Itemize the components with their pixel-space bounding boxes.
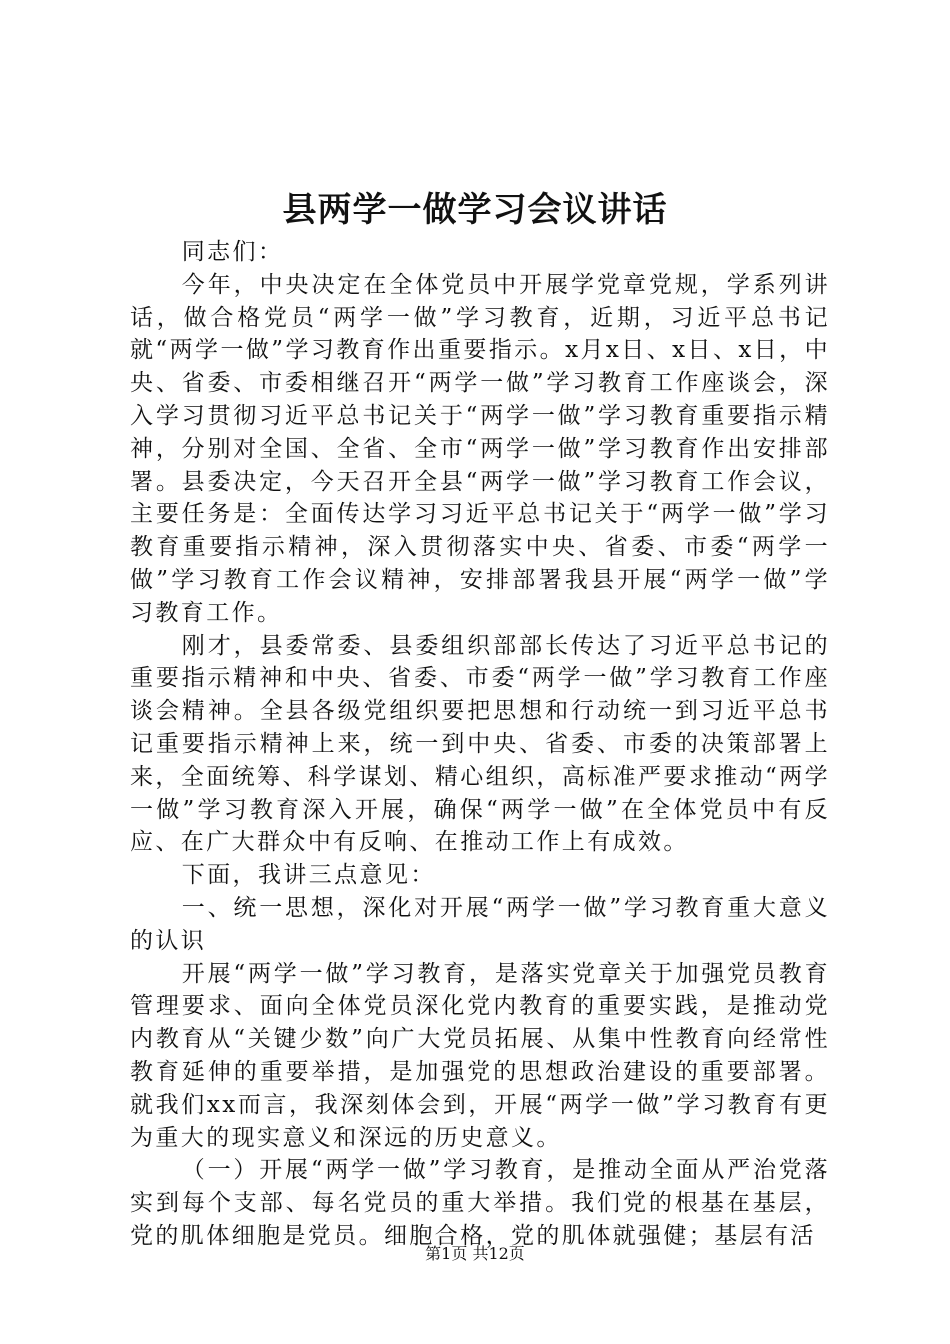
body-paragraph: 下面，我讲三点意见：: [181, 862, 436, 889]
body-paragraph: （一）开展“两学一做”学习教育，是推动全面从严治党落实到每个支部、每名党员的重大举措。我们党的根基在基层，党的肌体细胞是党员。细胞合格，党的肌体就强健；基层有活: [130, 1157, 830, 1249]
page-number-footer: 第1页 共12页: [425, 1244, 525, 1263]
section-heading: 一、统一思想，深化对开展“两学一做”学习教育重大意义的认识: [130, 894, 830, 954]
salutation-paragraph: 同志们：: [181, 239, 284, 265]
body-paragraph: 刚才，县委常委、县委组织部部长传达了习近平总书记的重要指示精神和中央、省委、市委“两学一做”学习教育工作座谈会精神。全县各级党组织要把思想和行动统一到习近平总书记重要指示精神上来，统一到中央、省委、市委的决策部署上来，全面统筹、科学谋划、精心组织，高标准严要求推动“两学一做”学习教育深入开展，确保“两学一做”在全体党员中有反应、在广大群众中有反响、在推动工作上有成效。: [130, 632, 830, 856]
body-paragraph: 开展“两学一做”学习教育，是落实党章关于加强党员教育管理要求、面向全体党员深化党内教育的重要实践，是推动党内教育从“关键少数”向广大党员拓展、从集中性教育向经常性教育延伸的重要举措，是加强党的思想政治建设的重要部署。就我们xx而言，我深刻体会到，开展“两学一做”学习教育有更为重大的现实意义和深远的历史意义。: [130, 960, 830, 1151]
body-paragraph: 今年，中央决定在全体党员中开展学党章党规，学系列讲话，做合格党员“两学一做”学习教育，近期，习近平总书记就“两学一做”学习教育作出重要指示。x月x日、x日、x日，中央、省委、市委相继召开“两学一做”学习教育工作座谈会，深入学习贯彻习近平总书记关于“两学一做”学习教育重要指示精神，分别对全国、全省、全市“两学一做”学习教育作出安排部署。县委决定，今天召开全县“两学一做”学习教育工作会议，主要任务是：全面传达学习习近平总书记关于“两学一做”学习教育重要指示精神，深入贯彻落实中央、省委、市委“两学一做”学习教育工作会议精神，安排部署我县开展“两学一做”学习教育工作。: [130, 271, 830, 626]
document-body: [130, 236, 830, 1253]
document-title: 县两学一做学习会议讲话: [282, 190, 668, 230]
